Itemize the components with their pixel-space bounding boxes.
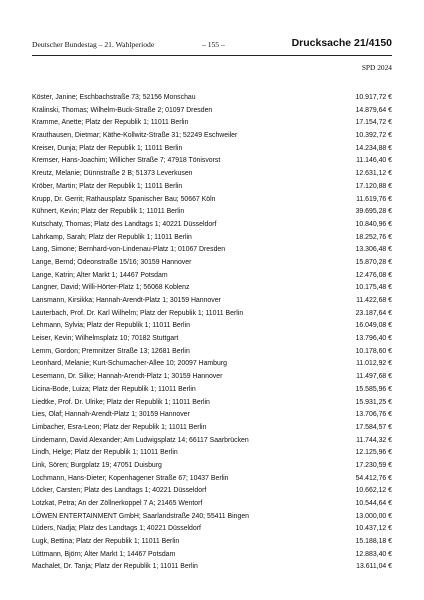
donation-amount: 15.931,25 € [355, 398, 392, 406]
list-item [32, 358, 392, 371]
donor-address: Köster, Janine; Eschbachstraße 73; 52156 Monschau [32, 94, 196, 101]
list-item [32, 409, 392, 422]
donor-address: Löcker, Carsten; Platz des Landtags 1; 40221 Düsseldorf [32, 487, 207, 495]
list-item [32, 460, 392, 473]
donation-amount: 15.188,18 € [355, 538, 392, 546]
donor-address: Kremser, Hans-Joachim; Willicher Straße 7; 47918 Tönisvorst [32, 157, 221, 165]
donation-amount: 14.234,88 € [355, 144, 392, 152]
donor-address: Limbacher, Esra-Leon; Platz der Republik 1; 11011 Berlin [32, 423, 207, 431]
donor-address: Lansmann, Kirsikka; Hannah-Arendt-Platz 1; 30159 Hannover [32, 297, 221, 304]
header-parliament: Deutscher Bundestag – 21. Wahlperiode [32, 40, 155, 49]
donor-address: Link, Sören; Burgplatz 19; 47051 Duisburg [32, 461, 162, 469]
donor-address: Langner, David; Willi-Hörter-Platz 1; 56068 Koblenz [32, 284, 190, 292]
donation-amount: 10.392,72 € [355, 132, 392, 140]
header-rule [32, 55, 392, 56]
donor-address: Lang, Simone; Bernhard-von-Lindenau-Platz 1; 01067 Dresden [32, 246, 226, 254]
donor-address: Lahrkamp, Sarah; Platz der Republik 1; 11011 Berlin [32, 233, 192, 241]
list-item [32, 92, 392, 105]
list-item [32, 117, 392, 130]
donation-amount: 10.544,64 € [355, 500, 392, 507]
donor-address: Liedtke, Prof. Dr. Ulrike; Platz der Republik 1; 11011 Berlin [32, 398, 210, 406]
header-document-number [292, 37, 392, 49]
list-item [32, 397, 392, 410]
donation-amount: 11.497,68 € [356, 373, 392, 381]
donation-amount: 18.252,76 € [355, 233, 392, 241]
donation-amount: 12.125,96 € [355, 449, 392, 457]
donor-address: Kreutz, Melanie; Dünnstraße 2 B; 51373 Leverkusen [32, 170, 193, 178]
donation-amount: 12.883,40 € [355, 550, 392, 558]
donation-amount: 54.412,76 € [355, 474, 392, 482]
donation-amount: 17.154,72 € [355, 119, 392, 127]
donor-address: Lange, Bernd; Odeonstraße 15/16; 30159 Hannover [32, 258, 192, 266]
list-item [32, 346, 392, 359]
list-item [32, 105, 392, 118]
donor-address: Kralinski, Thomas; Wilhelm-Buck-Straße 2; 01097 Dresden [32, 106, 213, 114]
list-item [32, 511, 392, 524]
list-item [32, 155, 392, 168]
donor-address: Krauthausen, Dietmar; Käthe-Kollwitz-Straße 31; 52249 Eschweiler [32, 132, 238, 140]
list-item [32, 270, 392, 283]
donation-amount: 15.870,28 € [355, 258, 392, 266]
list-item [32, 232, 392, 245]
donation-amount: 11.422,68 € [356, 297, 392, 304]
donor-address: Lugk, Bettina; Platz der Republik 1; 11011 Berlin [32, 538, 180, 546]
donation-amount: 10.178,60 € [355, 347, 392, 355]
list-item [32, 422, 392, 435]
donation-amount: 13.000,00 € [355, 512, 392, 520]
donation-amount: 11.146,40 € [356, 157, 392, 165]
donor-address: Lesemann, Dr. Silke; Hannah-Arendt-Platz 1; 30159 Hannover [32, 373, 223, 381]
donor-address: Leiser, Kevin; Wilhelmsplatz 10; 70182 Stuttgart [32, 335, 179, 343]
donor-address: Kutschaty, Thomas; Platz des Landtags 1; 40221 Düsseldorf [32, 220, 217, 228]
donor-address: Lochmann, Hans-Dieter; Kopenhagener Straße 67; 10437 Berlin [32, 474, 229, 482]
list-item [32, 447, 392, 460]
list-item [32, 498, 392, 511]
list-item [32, 384, 392, 397]
donation-amount: 10.840,96 € [355, 220, 392, 228]
list-item [32, 282, 392, 295]
donation-amount: 17.120,88 € [355, 182, 392, 190]
list-item [32, 308, 392, 321]
donation-amount: 10.437,12 € [355, 525, 392, 533]
donor-address: Lindemann, David Alexander; Am Ludwigsplatz 14; 66117 Saarbrücken [32, 436, 249, 444]
donor-address: Lehmann, Sylvia; Platz der Republik 1; 11011 Berlin [32, 322, 190, 330]
donation-amount: 15.585,96 € [355, 385, 392, 393]
list-item [32, 244, 392, 257]
donation-amount: 14.879,64 € [355, 106, 392, 114]
donor-address: Lange, Katrin; Alter Markt 1; 14467 Potsdam [32, 271, 168, 279]
donation-amount: 12.631,12 € [355, 170, 392, 178]
donation-amount: 23.187,64 € [355, 309, 392, 317]
list-item [32, 435, 392, 448]
list-item [32, 561, 392, 574]
donation-amount: 10.917,72 € [355, 94, 392, 101]
list-item [32, 130, 392, 143]
donation-amount: 11.619,76 € [356, 195, 392, 203]
donor-address: Krupp, Dr. Gerrit; Rathausplatz Spanischer Bau; 50667 Köln [32, 195, 216, 203]
list-item [32, 320, 392, 333]
list-item [32, 295, 392, 308]
donation-amount: 16.049,08 € [355, 322, 392, 330]
donor-address: Lotzkat, Petra; An der Zöllnerkoppel 7 A; 21465 Wentorf [32, 500, 203, 507]
donor-address: Lüders, Nadja; Platz des Landtags 1; 40221 Düsseldorf [32, 525, 201, 533]
donor-address: Kühnert, Kevin; Platz der Republik 1; 11011 Berlin [32, 208, 185, 216]
header-document-prefix: Drucksache 21/ [291, 37, 369, 49]
list-item [32, 206, 392, 219]
list-item [32, 143, 392, 156]
header-page-number: – 155 – [202, 40, 225, 49]
list-item [32, 194, 392, 207]
donor-address: LÖWEN ENTERTAINMENT GmbH; Saarlandstraße 240; 55411 Bingen [32, 512, 250, 520]
list-item [32, 333, 392, 346]
party-label: SPD 2024 [361, 63, 392, 72]
donation-list [32, 92, 392, 574]
donation-amount: 11.744,32 € [356, 436, 392, 444]
donation-amount: 11.012,92 € [356, 360, 392, 368]
donor-address: Lauterbach, Prof. Dr. Karl Wilhelm; Platz der Republik 1; 11011 Berlin [32, 309, 244, 317]
list-item [32, 168, 392, 181]
list-item [32, 523, 392, 536]
list-item [32, 485, 392, 498]
header-document-id: 4150 [368, 37, 392, 49]
donation-amount: 10.662,12 € [355, 487, 392, 495]
list-item [32, 473, 392, 486]
list-item [32, 549, 392, 562]
page-header [32, 39, 392, 53]
donation-amount: 10.175,48 € [355, 284, 392, 292]
donor-address: Lemm, Gordon; Premnitzer Straße 13; 12681 Berlin [32, 347, 190, 355]
donor-address: Licina-Bode, Luiza; Platz der Republik 1; 11011 Berlin [32, 385, 196, 393]
donation-amount: 17.230,59 € [355, 461, 392, 469]
list-item [32, 371, 392, 384]
donation-amount: 13.611,04 € [356, 563, 392, 571]
donor-address: Lindh, Helge; Platz der Republik 1; 11011 Berlin [32, 449, 178, 457]
donation-amount: 12.476,08 € [355, 271, 392, 279]
donation-amount: 39.695,28 € [355, 208, 392, 216]
list-item [32, 219, 392, 232]
donor-address: Kröber, Martin; Platz der Republik 1; 11011 Berlin [32, 182, 183, 190]
donation-amount: 13.306,48 € [355, 246, 392, 254]
list-item [32, 181, 392, 194]
donor-address: Machalet, Dr. Tanja; Platz der Republik 1; 11011 Berlin [32, 563, 198, 571]
donor-address: Leonhard, Melanie; Kurt-Schumacher-Allee 10; 20097 Hamburg [32, 360, 227, 368]
donor-address: Kramme, Anette; Platz der Republik 1; 11011 Berlin [32, 119, 189, 127]
donation-amount: 13.796,40 € [355, 335, 392, 343]
donation-amount: 17.584,57 € [355, 423, 392, 431]
list-item [32, 257, 392, 270]
list-item [32, 536, 392, 549]
donation-amount: 13.706,76 € [355, 411, 392, 419]
donor-address: Lies, Olaf; Hannah-Arendt-Platz 1; 30159 Hannover [32, 411, 190, 419]
donor-address: Lüttmann, Björn; Alter Markt 1; 14467 Potsdam [32, 550, 176, 558]
donor-address: Kreiser, Dunja; Platz der Republik 1; 11011 Berlin [32, 144, 183, 152]
